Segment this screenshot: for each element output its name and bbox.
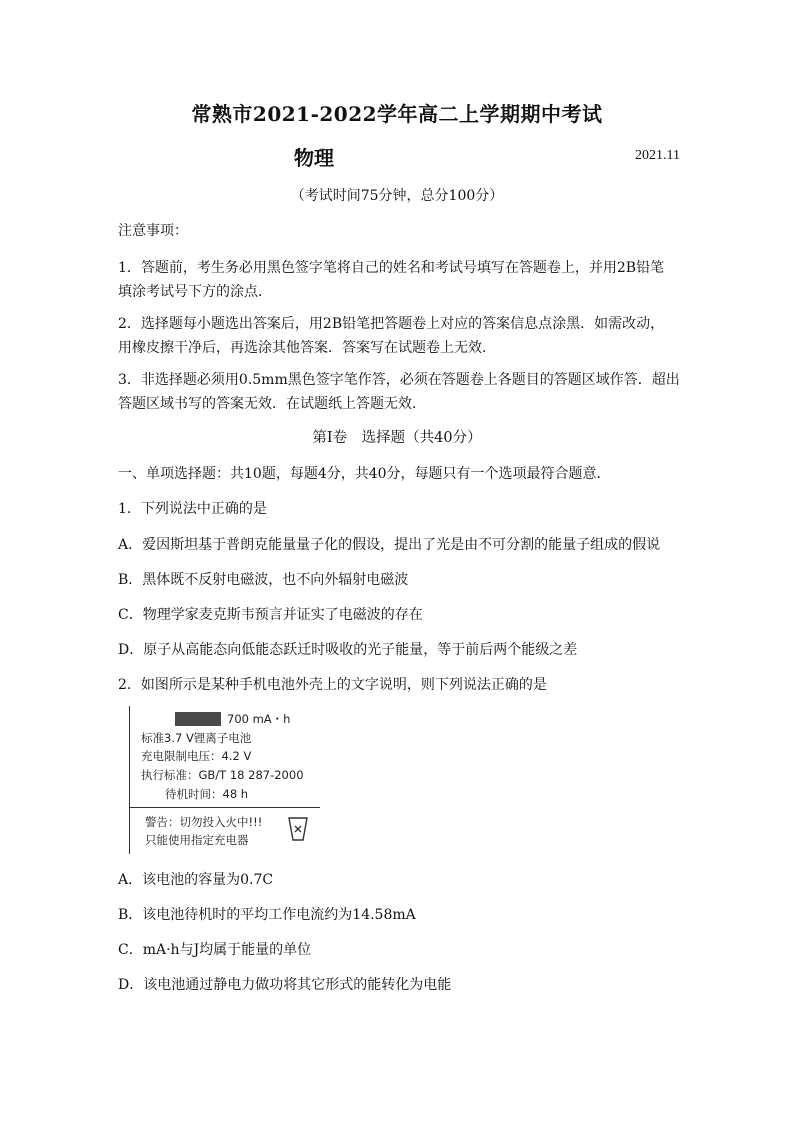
exam-info: （考试时间75分钟，总分100分） — [290, 188, 504, 204]
question-1-option-a: A．爱因斯坦基于普朗克能量量子化的假设，提出了光是由不可分割的能量子组成的假说 — [118, 537, 661, 553]
note-3-line-1: 3．非选择题必须用0.5mm黑色签字笔作答，必须在答题卷上各题目的答题区域作答．超出 — [118, 372, 680, 388]
subject-title: 物理 — [294, 146, 334, 170]
section-title: 第Ⅰ卷 选择题（共40分） — [312, 430, 482, 446]
question-2-stem: 2．如图所示是某种手机电池外壳上的文字说明，则下列说法正确的是 — [118, 677, 547, 693]
battery-spec-line-2: 充电限制电压：4.2 V — [141, 749, 252, 763]
battery-label-figure — [129, 706, 320, 854]
question-2-option-d: D．该电池通过静电力做功将其它形式的能转化为电能 — [118, 977, 452, 993]
battery-spec-line-4: 待机时间：48 h — [165, 787, 249, 801]
question-1-option-d: D．原子从高能态向低能态跃迁时吸收的光子能量，等于前后两个能级之差 — [118, 642, 578, 658]
exam-title: 常熟市2021-2022学年高二上学期期中考试 — [191, 102, 603, 126]
battery-capacity: 700 mA・h — [227, 712, 291, 726]
note-1-line-2: 填涂考试号下方的涂点． — [118, 284, 272, 300]
question-1-stem: 1．下列说法中正确的是 — [118, 501, 267, 517]
exam-date: 2021.11 — [635, 148, 680, 163]
question-2-option-c: C．mA·h与J均属于能量的单位 — [118, 942, 312, 958]
note-1-line-1: 1．答题前，考生务必用黑色签字笔将自己的姓名和考试号填写在答题卷上，并用2B铅笔 — [118, 260, 665, 276]
battery-warning-line-1: 警告：切勿投入火中!!! — [145, 815, 263, 829]
question-1-option-c: C．物理学家麦克斯韦预言并证实了电磁波的存在 — [118, 607, 423, 623]
section-instruction: 一、单项选择题：共10题，每题4分，共40分，每题只有一个选项最符合题意． — [118, 466, 611, 482]
note-2-line-1: 2．选择题每小题选出答案后，用2B铅笔把答题卷上对应的答案信息点涂黑．如需改动， — [118, 316, 665, 332]
question-2-option-b: B．该电池待机时的平均工作电流约为14.58mA — [118, 907, 416, 923]
battery-brand-block — [175, 712, 221, 726]
question-1-option-b: B．黑体既不反射电磁波，也不向外辐射电磁波 — [118, 572, 409, 588]
question-2-option-a: A．该电池的容量为0.7C — [118, 872, 274, 888]
notes-heading: 注意事项： — [118, 223, 188, 239]
note-3-line-2: 答题区域书写的答案无效．在试题纸上答题无效． — [118, 396, 426, 412]
note-2-line-2: 用橡皮擦干净后，再选涂其他答案．答案写在试题卷上无效． — [118, 340, 496, 356]
battery-spec-line-3: 执行标准：GB/T 18 287-2000 — [141, 768, 304, 782]
battery-spec-line-1: 标准3.7 V锂离子电池 — [141, 731, 252, 745]
trash-bin-crossed-icon — [287, 816, 309, 842]
battery-warning-line-2: 只能使用指定充电器 — [145, 833, 249, 847]
